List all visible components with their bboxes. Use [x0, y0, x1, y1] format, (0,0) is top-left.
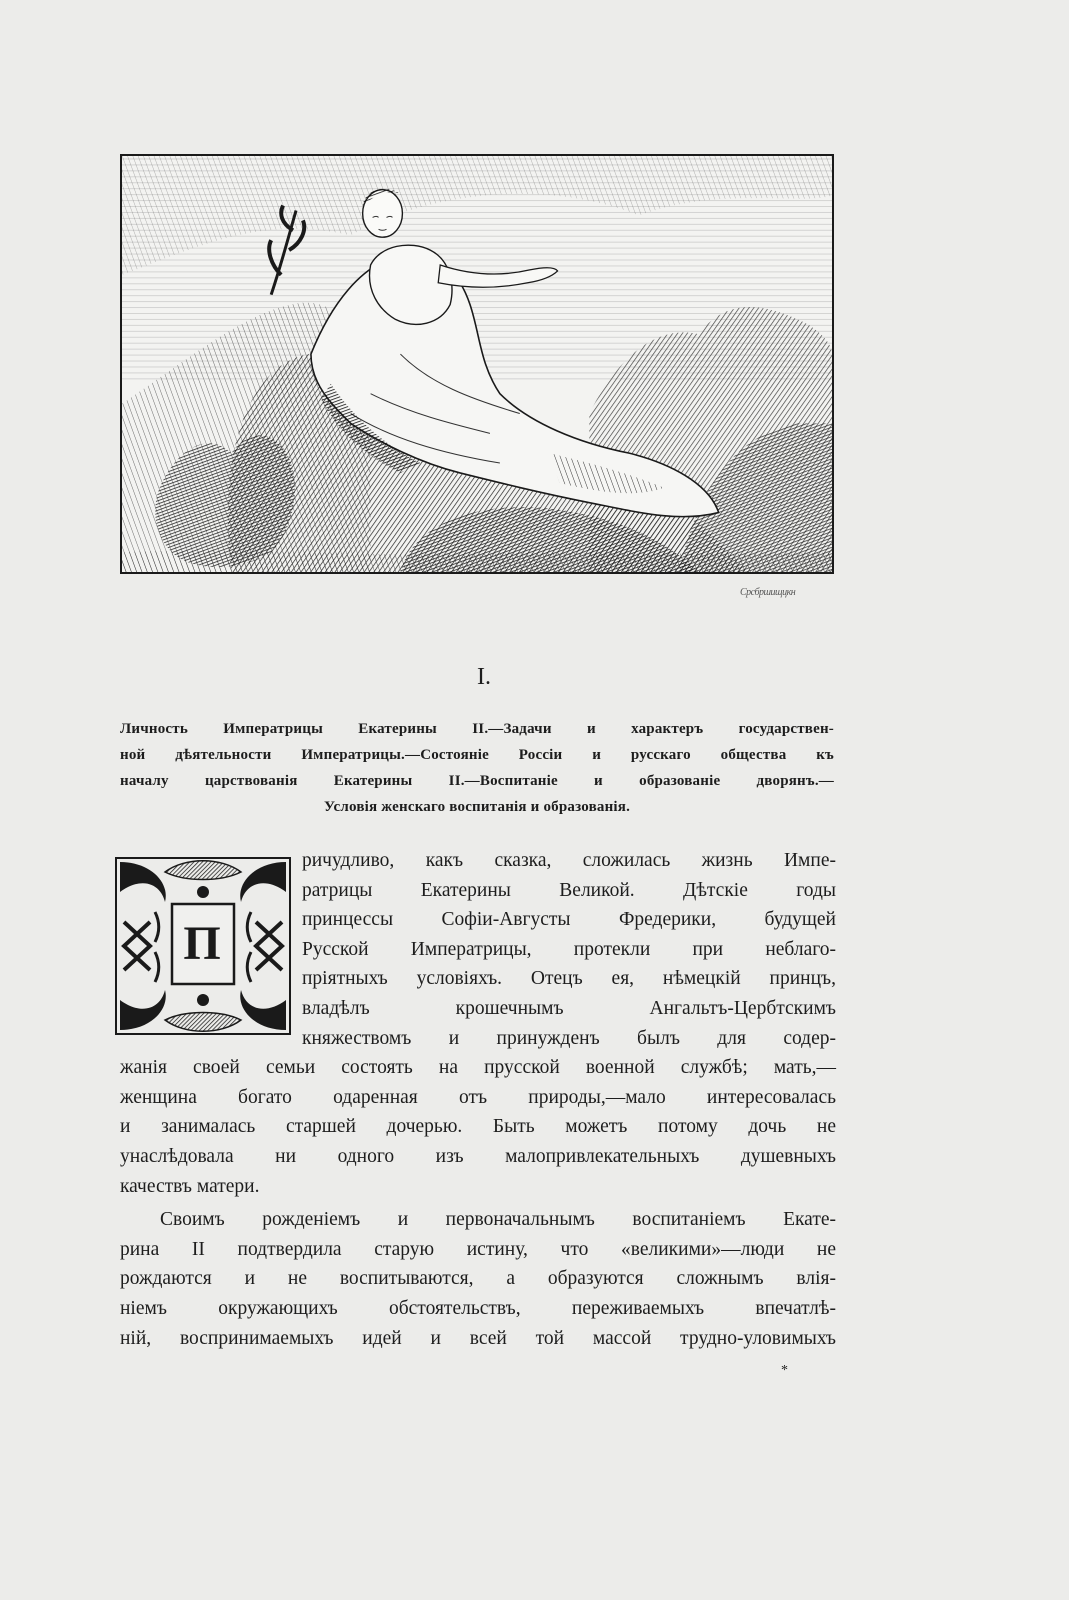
engraving-illustration — [120, 154, 834, 574]
text-line: княжествомъ и принужденъ былъ для содер- — [302, 1027, 836, 1049]
summary-line: началу царствованія Екатерины II.—Воспитаніе и образованіе дворянъ.— — [120, 773, 834, 789]
text-line: ній, воспринимаемыхъ идей и всей той массой трудно-уловимыхъ — [120, 1327, 836, 1349]
summary-line: Условія женскаго воспитанія и образованія. — [323, 799, 631, 815]
text-line: владѣлъ крошечнымъ Ангальтъ-Цербтскимъ — [302, 997, 836, 1019]
text-line: качествъ матери. — [120, 1175, 260, 1197]
summary-line: ной дѣятельности Императрицы.—Состояніе Россіи и русскаго общества къ — [120, 747, 834, 763]
summary-line: Личность Императрицы Екатерины II.—Задачи и характеръ государствен- — [120, 721, 834, 737]
drop-cap-letter: П — [183, 917, 221, 970]
text-line: пріятныхъ условіяхъ. Отецъ ея, нѣмецкій принцъ, — [302, 968, 836, 990]
signature-mark: * — [781, 1363, 788, 1378]
text-line: Русской Императрицы, протекли при неблаго- — [302, 938, 836, 960]
text-line: принцессы Софіи-Августы Фредерики, будущей — [302, 909, 836, 931]
body-text — [120, 846, 836, 1353]
text-line: ратрицы Екатерины Великой. Дѣтскіе годы — [302, 879, 836, 901]
text-line: ніемъ окружающихъ обстоятельствъ, переживаемыхъ впечатлѣ- — [120, 1297, 836, 1319]
text-line: женщина богато одаренная отъ природы,—мало интересовалась — [120, 1086, 836, 1108]
text-line: жанія своей семьи состоять на прусской военной службѣ; мать,— — [120, 1057, 836, 1079]
text-line: ричудливо, какъ сказка, сложилась жизнь Импе- — [302, 850, 836, 871]
text-line: Своимъ рожденіемъ и первоначальнымъ воспитаніемъ Екате- — [160, 1209, 836, 1231]
text-line: унаслѣдовала ни одного изъ малопривлекательныхъ душевныхъ — [120, 1145, 836, 1167]
text-line: рождаются и не воспитываются, а образуются сложнымъ влія- — [120, 1268, 836, 1290]
chapter-summary — [120, 716, 834, 820]
engraving-reclining-woman-picture — [122, 156, 832, 572]
text-line: и занималась старшей дочерью. Быть можетъ потому дочь не — [120, 1116, 836, 1138]
chapter-number: I. — [477, 664, 491, 690]
text-line: рина II подтвердила старую истину, что «великими»—люди не — [120, 1238, 836, 1260]
artist-signature: Срсбршищцкн — [740, 587, 796, 598]
